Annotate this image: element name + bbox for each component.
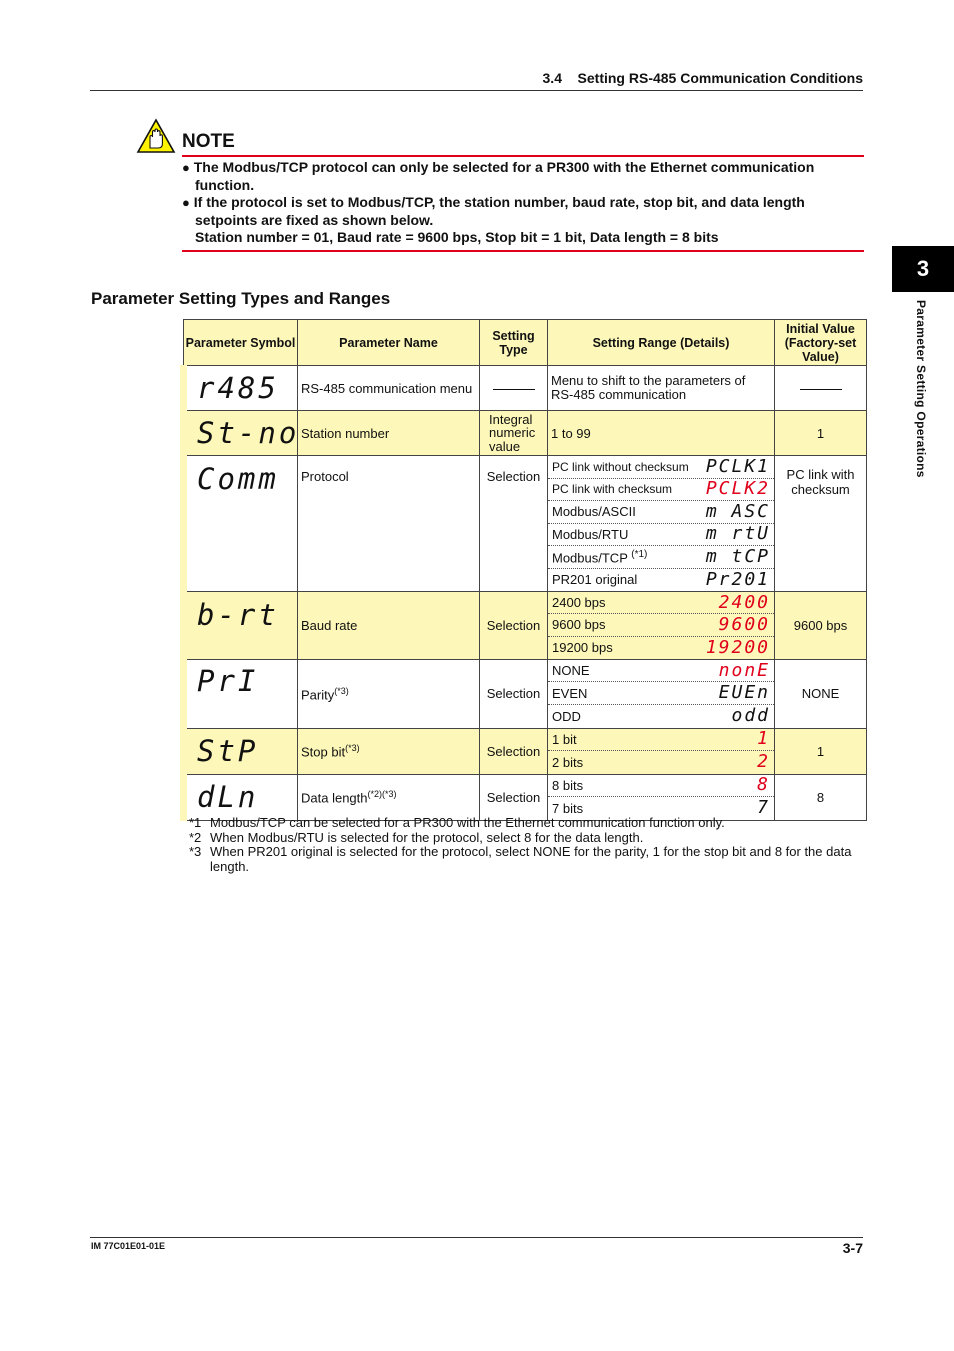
range-option (548, 660, 774, 683)
note-label: NOTE (182, 131, 235, 152)
col-header-symbol: Parameter Symbol (184, 320, 298, 366)
param-name (298, 774, 480, 820)
footnote-ref: (*3) (334, 685, 349, 696)
footer-divider (90, 1237, 863, 1238)
seven-seg-symbol: dLn (197, 780, 259, 815)
param-range: Menu to shift to the parameters of RS-485 communication (548, 366, 775, 411)
table-row (184, 659, 867, 728)
footnote (189, 816, 725, 831)
option-code: PCLK2 (705, 478, 770, 500)
bullet-icon: ● (182, 195, 190, 210)
note-line: Station number = 01, Baud rate = 9600 bps, Stop bit = 1 bit, Data length = 8 bits (195, 229, 719, 245)
chapter-tab-label: Parameter Setting Operations (914, 300, 928, 478)
note-line: If the protocol is set to Modbus/TCP, the station number, baud rate, stop bit, and data length (193, 194, 805, 210)
footnote-text: Modbus/TCP can be selected for a PR300 with the Ethernet communication function only. (210, 815, 725, 830)
option-label: NONE (552, 663, 590, 679)
note-bullet-2 (182, 194, 805, 211)
option-code: EUEn (718, 682, 770, 704)
option-label: 8 bits (552, 777, 584, 793)
option-code: Pr201 (705, 568, 770, 590)
option-label: 9600 bps (552, 617, 606, 633)
parameter-table (180, 319, 867, 821)
seven-seg-symbol: StP (197, 734, 259, 769)
option-label: 2400 bps (552, 595, 606, 611)
table-header-row (184, 320, 867, 366)
option-code: 2400 (718, 591, 770, 613)
col-header-type: Setting Type (480, 320, 548, 366)
range-option (548, 729, 774, 752)
col-header-initial: Initial Value (Factory-set Value) (775, 320, 867, 366)
param-type: Selection (480, 592, 548, 660)
option-code: 1 (757, 728, 770, 750)
option-label: 2 bits (552, 754, 584, 770)
option-code: m tCP (705, 545, 770, 567)
note-line: setpoints are fixed as shown below. (195, 212, 434, 228)
param-name: Station number (298, 411, 480, 456)
footnote-mark: *3 (189, 844, 202, 859)
param-initial-dash (775, 366, 867, 411)
option-label: Modbus/ASCII (552, 504, 636, 520)
param-name (298, 728, 480, 774)
seven-seg-symbol: St-no (197, 416, 300, 450)
chapter-number: 3 (916, 256, 930, 281)
param-name-text: Parity (301, 686, 335, 702)
header-divider (90, 90, 863, 91)
page-number: 3-7 (842, 1240, 863, 1256)
range-option (548, 479, 774, 502)
param-name-text: Stop bit (301, 744, 346, 760)
seven-seg-symbol: Comm (197, 462, 279, 496)
table-row (184, 728, 867, 774)
param-symbol (184, 774, 298, 820)
range-option (548, 705, 774, 728)
footnote-text: When Modbus/RTU is selected for the protocol, select 8 for the data length. (210, 830, 644, 845)
footnote-continuation: length. (210, 859, 250, 874)
range-option (548, 682, 774, 705)
footnote (189, 845, 851, 860)
col-header-name: Parameter Name (298, 320, 480, 366)
footnote-ref: (*2)(*3) (367, 789, 397, 799)
param-name: RS-485 communication menu (298, 366, 480, 411)
table-row (184, 411, 867, 456)
range-option (548, 751, 774, 774)
option-label: PR201 original (552, 572, 638, 588)
range-option (548, 569, 774, 592)
option-label: Modbus/TCP (552, 549, 628, 565)
note-line: function. (195, 177, 255, 193)
section-title: Parameter Setting Types and Ranges (91, 289, 391, 308)
param-range-options (548, 728, 775, 774)
option-code: 8 (757, 774, 770, 796)
param-range-options (548, 456, 775, 592)
param-symbol (184, 411, 298, 456)
range-option (548, 775, 774, 798)
param-type: Selection (480, 659, 548, 728)
range-option (548, 456, 774, 479)
table-row (184, 456, 867, 592)
footnote-text: When PR201 original is selected for the protocol, select NONE for the parity, 1 for the stop bit and 8 for the data (210, 844, 852, 859)
option-label: PC link without checksum (552, 459, 689, 474)
option-code: m rtU (705, 523, 770, 545)
option-label: EVEN (552, 685, 588, 701)
note-line: The Modbus/TCP protocol can only be selected for a PR300 with the Ethernet communication (193, 159, 815, 175)
table-row (184, 366, 867, 411)
param-name: Baud rate (298, 592, 480, 660)
note-rule-top (182, 155, 864, 157)
param-initial: 1 (775, 728, 867, 774)
bullet-icon: ● (182, 160, 190, 175)
range-option (548, 501, 774, 524)
option-label: Modbus/RTU (552, 526, 629, 542)
range-option (548, 524, 774, 547)
footnote-mark: *1 (189, 815, 202, 830)
note-bullet-1 (182, 159, 814, 176)
range-option (548, 637, 774, 659)
option-code: 2 (757, 751, 770, 773)
param-symbol (184, 592, 298, 660)
param-range-options (548, 774, 775, 820)
param-initial: 8 (775, 774, 867, 820)
footnote-ref: (*3) (345, 743, 360, 753)
seven-seg-symbol: b-rt (197, 598, 279, 632)
option-code: PCLK1 (705, 455, 770, 477)
range-option (548, 592, 774, 614)
table-row (184, 592, 867, 660)
option-label: ODD (552, 708, 581, 724)
footnote-ref: (*1) (631, 548, 648, 560)
col-header-range: Setting Range (Details) (548, 320, 775, 366)
param-symbol (184, 728, 298, 774)
param-name-text: Data length (301, 790, 368, 806)
section-header: 3.4 Setting RS-485 Communication Conditions (542, 70, 863, 86)
footnote-mark: *2 (189, 830, 202, 845)
chapter-tab (892, 246, 954, 292)
document-id: IM 77C01E01-01E (91, 1241, 166, 1251)
param-type: Selection (480, 728, 548, 774)
param-type: Selection (480, 456, 548, 592)
option-code: nonE (718, 659, 770, 681)
param-name (298, 659, 480, 728)
param-type: Integral numeric value (480, 411, 548, 456)
param-symbol (184, 659, 298, 728)
seven-seg-symbol: PrI (197, 663, 259, 698)
seven-seg-symbol: r485 (197, 371, 279, 405)
param-range: 1 to 99 (548, 411, 775, 456)
param-initial: NONE (775, 659, 867, 728)
param-name: Protocol (298, 456, 480, 592)
table-row (184, 774, 867, 820)
param-range-options (548, 592, 775, 660)
param-initial: PC link with checksum (775, 456, 867, 592)
param-range-options (548, 659, 775, 728)
option-code: 7 (757, 797, 770, 819)
option-code: 19200 (705, 636, 770, 658)
range-option (548, 546, 774, 569)
hand-stop-warning-icon (136, 118, 176, 154)
option-code: odd (731, 705, 770, 727)
option-code: 9600 (718, 613, 770, 635)
option-code: m ASC (705, 500, 770, 522)
param-initial: 1 (775, 411, 867, 456)
param-type-dash (480, 366, 548, 411)
option-label: 7 bits (552, 800, 584, 816)
param-type: Selection (480, 774, 548, 820)
range-option (548, 614, 774, 636)
option-label: PC link with checksum (552, 482, 673, 497)
option-label: 1 bit (552, 731, 577, 747)
param-symbol (184, 366, 298, 411)
param-symbol (184, 456, 298, 592)
param-initial: 9600 bps (775, 592, 867, 660)
option-label: 19200 bps (552, 640, 613, 656)
note-rule-bottom (182, 250, 864, 252)
